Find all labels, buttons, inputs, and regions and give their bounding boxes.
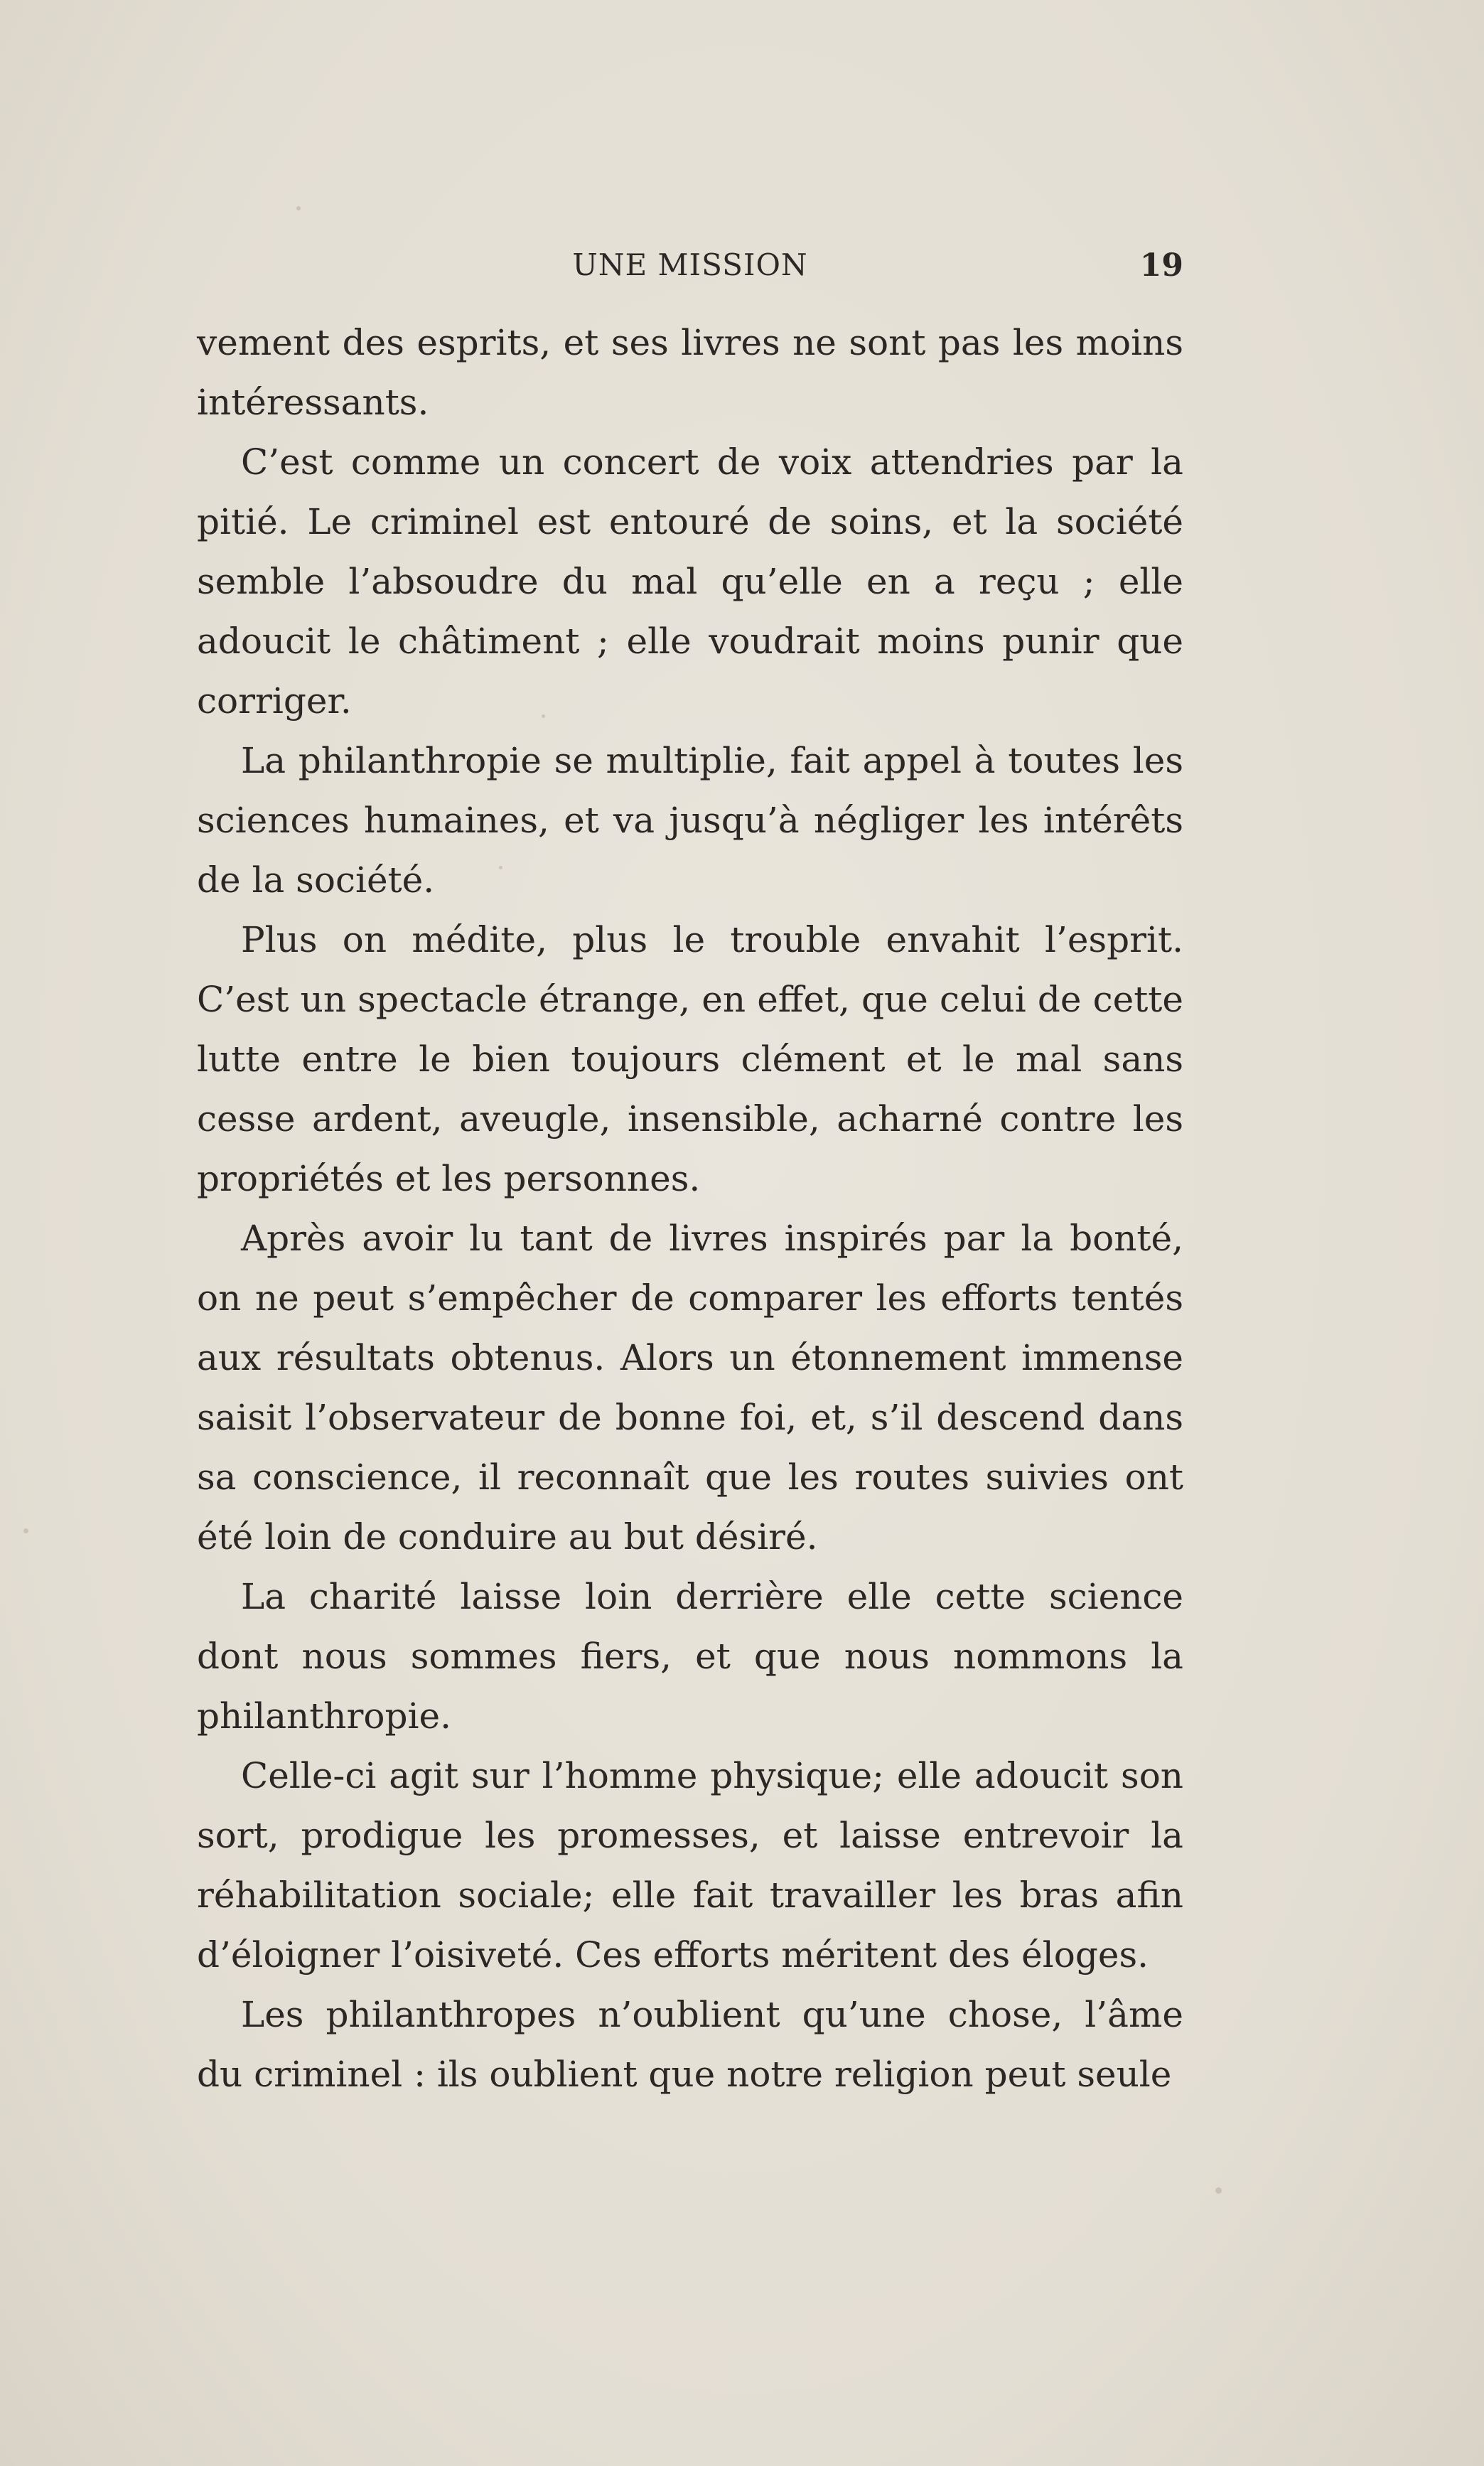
running-header	[197, 247, 1183, 290]
paragraph: Plus on médite, plus le trouble envahit l’esprit. C’est un spectacle étrange, en effet, que celui de cette lutte entre le bien toujours clément et le mal sans cesse ardent, aveugle, insensible, acharné contre les propriétés et les personnes.	[197, 919, 1183, 1199]
paragraph: vement des esprits, et ses livres ne sont pas les moins intéressants.	[197, 322, 1183, 423]
paragraph: La charité laisse loin derrière elle cette science dont nous sommes fiers, et que nous nommons la philanthropie.	[197, 1576, 1183, 1737]
paper-speck	[23, 1528, 28, 1533]
paragraph: Celle-ci agit sur l’homme physique; elle adoucit son sort, prodigue les promesses, et laisse entrevoir la réhabilitation sociale; elle fait travailler les bras afin d’éloigner l’oisiveté. Ces efforts méritent des éloges.	[197, 1755, 1183, 1976]
running-title: UNE MISSION	[572, 247, 808, 282]
paragraph: C’est comme un concert de voix attendries par la pitié. Le criminel est entouré de soins, et la société semble l’absoudre du mal qu’elle en a reçu ; elle adoucit le châtiment ; elle voudrait moins punir que corriger.	[197, 441, 1183, 722]
body-text	[197, 313, 1183, 2104]
paragraph: Après avoir lu tant de livres inspirés par la bonté, on ne peut s’empêcher de comparer les efforts tentés aux résultats obtenus. Alors un étonnement immense saisit l’observateur de bonne foi, et, s’il descend dans sa conscience, il reconnaît que les routes suivies ont été loin de conduire au but désiré.	[197, 1218, 1183, 1558]
paragraph: Les philanthropes n’oublient qu’une chose, l’âme du criminel : ils oublient que notre religion peut seule	[197, 1994, 1183, 2095]
paragraph: La philanthropie se multiplie, fait appel à toutes les sciences humaines, et va jusqu’à négliger les intérêts de la société.	[197, 740, 1183, 901]
page-number: 19	[1139, 247, 1183, 284]
paper-speck	[296, 206, 301, 210]
paper-speck	[1215, 2187, 1222, 2194]
